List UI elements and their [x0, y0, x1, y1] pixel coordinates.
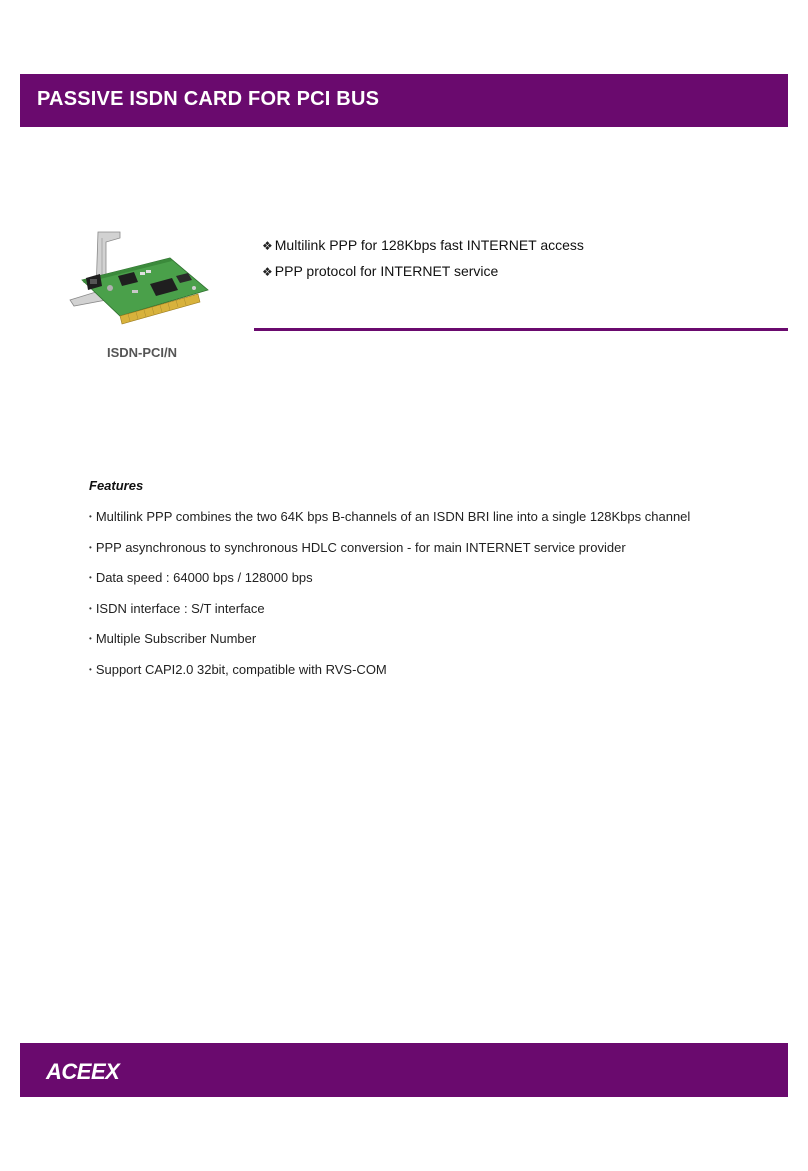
- list-item: • Multiple Subscriber Number: [89, 631, 257, 646]
- divider: [254, 328, 788, 331]
- diamond-bullet-icon: ❖: [262, 265, 273, 279]
- list-item: • Data speed : 64000 bps / 128000 bps: [89, 570, 313, 585]
- features-heading: Features: [89, 478, 144, 493]
- page-title: PASSIVE ISDN CARD FOR PCI BUS: [37, 88, 380, 110]
- pci-card-image: [62, 228, 214, 330]
- highlights-list: [262, 236, 584, 288]
- list-item: • PPP asynchronous to synchronous HDLC conversion - for main INTERNET service provider: [89, 539, 626, 555]
- header-bar: [20, 74, 788, 127]
- features-list: [89, 508, 690, 691]
- footer-bar: [20, 1043, 788, 1097]
- aceex-logo: [44, 1057, 136, 1085]
- bullet-icon: •: [89, 634, 92, 643]
- list-item: • Support CAPI2.0 32bit, compatible with RVS-COM: [89, 661, 387, 677]
- product-name: ISDN-PCI/N: [106, 345, 178, 360]
- bullet-icon: •: [89, 542, 92, 552]
- list-item: • Multilink PPP combines the two 64K bps B-channels of an ISDN BRI line into a single 128Kbps channel: [89, 509, 691, 524]
- bullet-icon: •: [89, 573, 92, 582]
- svg-text:ACEEX: ACEEX: [46, 1059, 120, 1084]
- bullet-icon: •: [89, 664, 92, 674]
- bullet-icon: •: [89, 512, 92, 521]
- highlight-item: ❖ PPP protocol for INTERNET service: [262, 263, 499, 279]
- highlight-item: ❖ Multilink PPP for 128Kbps fast INTERNET access: [262, 237, 584, 253]
- bullet-icon: •: [89, 603, 92, 613]
- list-item: • ISDN interface : S/T interface: [89, 600, 265, 616]
- diamond-bullet-icon: ❖: [262, 239, 273, 253]
